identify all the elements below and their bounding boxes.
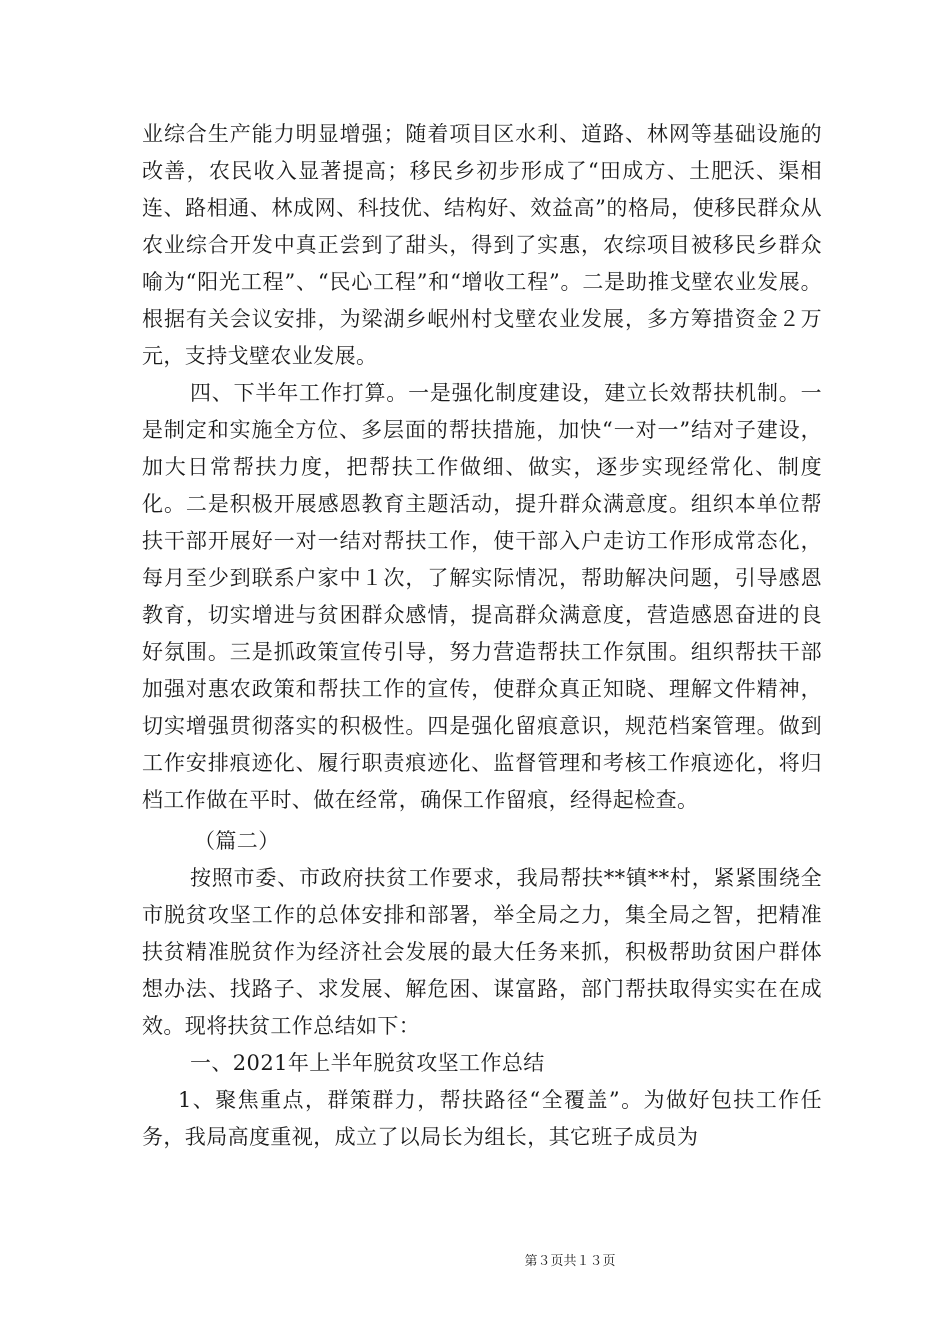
page-number: 第３页共１３页 [524,1254,616,1269]
paragraph-plan: 四、下半年工作打算。一是强化制度建设，建立长效帮扶机制。一是制定和实施全方位、多层面的帮扶措施，加快“一对一”结对子建设，加大日常帮扶力度，把帮扶工作做细、做实，逐步实现经常化、制度化。二是积极开展感恩教育主题活动，提升群众满意度。组织本单位帮扶干部开展好一对一结对帮扶工作，使干部入户走访工作形成常态化，每月至少到联系户家中１次，了解实际情况，帮助解决问题，引导感恩教育，切实增进与贫困群众感情，提高群众满意度，营造感恩奋进的良好氛围。三是抓政策宣传引导，努力营造帮扶工作氛围。组织帮扶干部加强对惠农政策和帮扶工作的宣传，使群众真正知晓、理解文件精神，切实增强贯彻落实的积极性。四是强化留痕意识，规范档案管理。做到工作安排痕迹化、履行职责痕迹化、监督管理和考核工作痕迹化，将归档工作做在平时、做在经常，确保工作留痕，经得起检查。 [142,381,822,812]
paragraph-point-one: 1、聚焦重点，群策群力，帮扶路径“全覆盖”。为做好包扶工作任务，我局高度重视，成立了以局长为组长，其它班子成员为 [142,1088,822,1149]
document-body [142,116,822,1156]
paragraph-continuation: 业综合生产能力明显增强；随着项目区水利、道路、林网等基础设施的改善，农民收入显著提高；移民乡初步形成了“田成方、土肥沃、渠相连、路相通、林成网、科技优、结构好、效益高”的格局，使移民群众从农业综合开发中真正尝到了甜头，得到了实惠，农综项目被移民乡群众喻为“阳光工程”、“民心工程”和“增收工程”。二是助推戈壁农业发展。根据有关会议安排，为梁湖乡岷州村戈壁农业发展，多方筹措资金２万元，支持戈壁农业发展。 [142,122,822,368]
subheading: 一、2021年上半年脱贫攻坚工作总结 [190,1051,545,1075]
section-heading: （篇二） [194,829,280,853]
page-footer [0,1250,950,1269]
paragraph-intro: 按照市委、市政府扶贫工作要求，我局帮扶**镇**村，紧紧围绕全市脱贫攻坚工作的总体安排和部署，举全局之力，集全局之智，把精准扶贫精准脱贫作为经济社会发展的最大任务来抓，积极帮助贫困户群体想办法、找路子、求发展、解危困、谋富路，部门帮扶取得实实在在成效。现将扶贫工作总结如下： [142,866,822,1038]
